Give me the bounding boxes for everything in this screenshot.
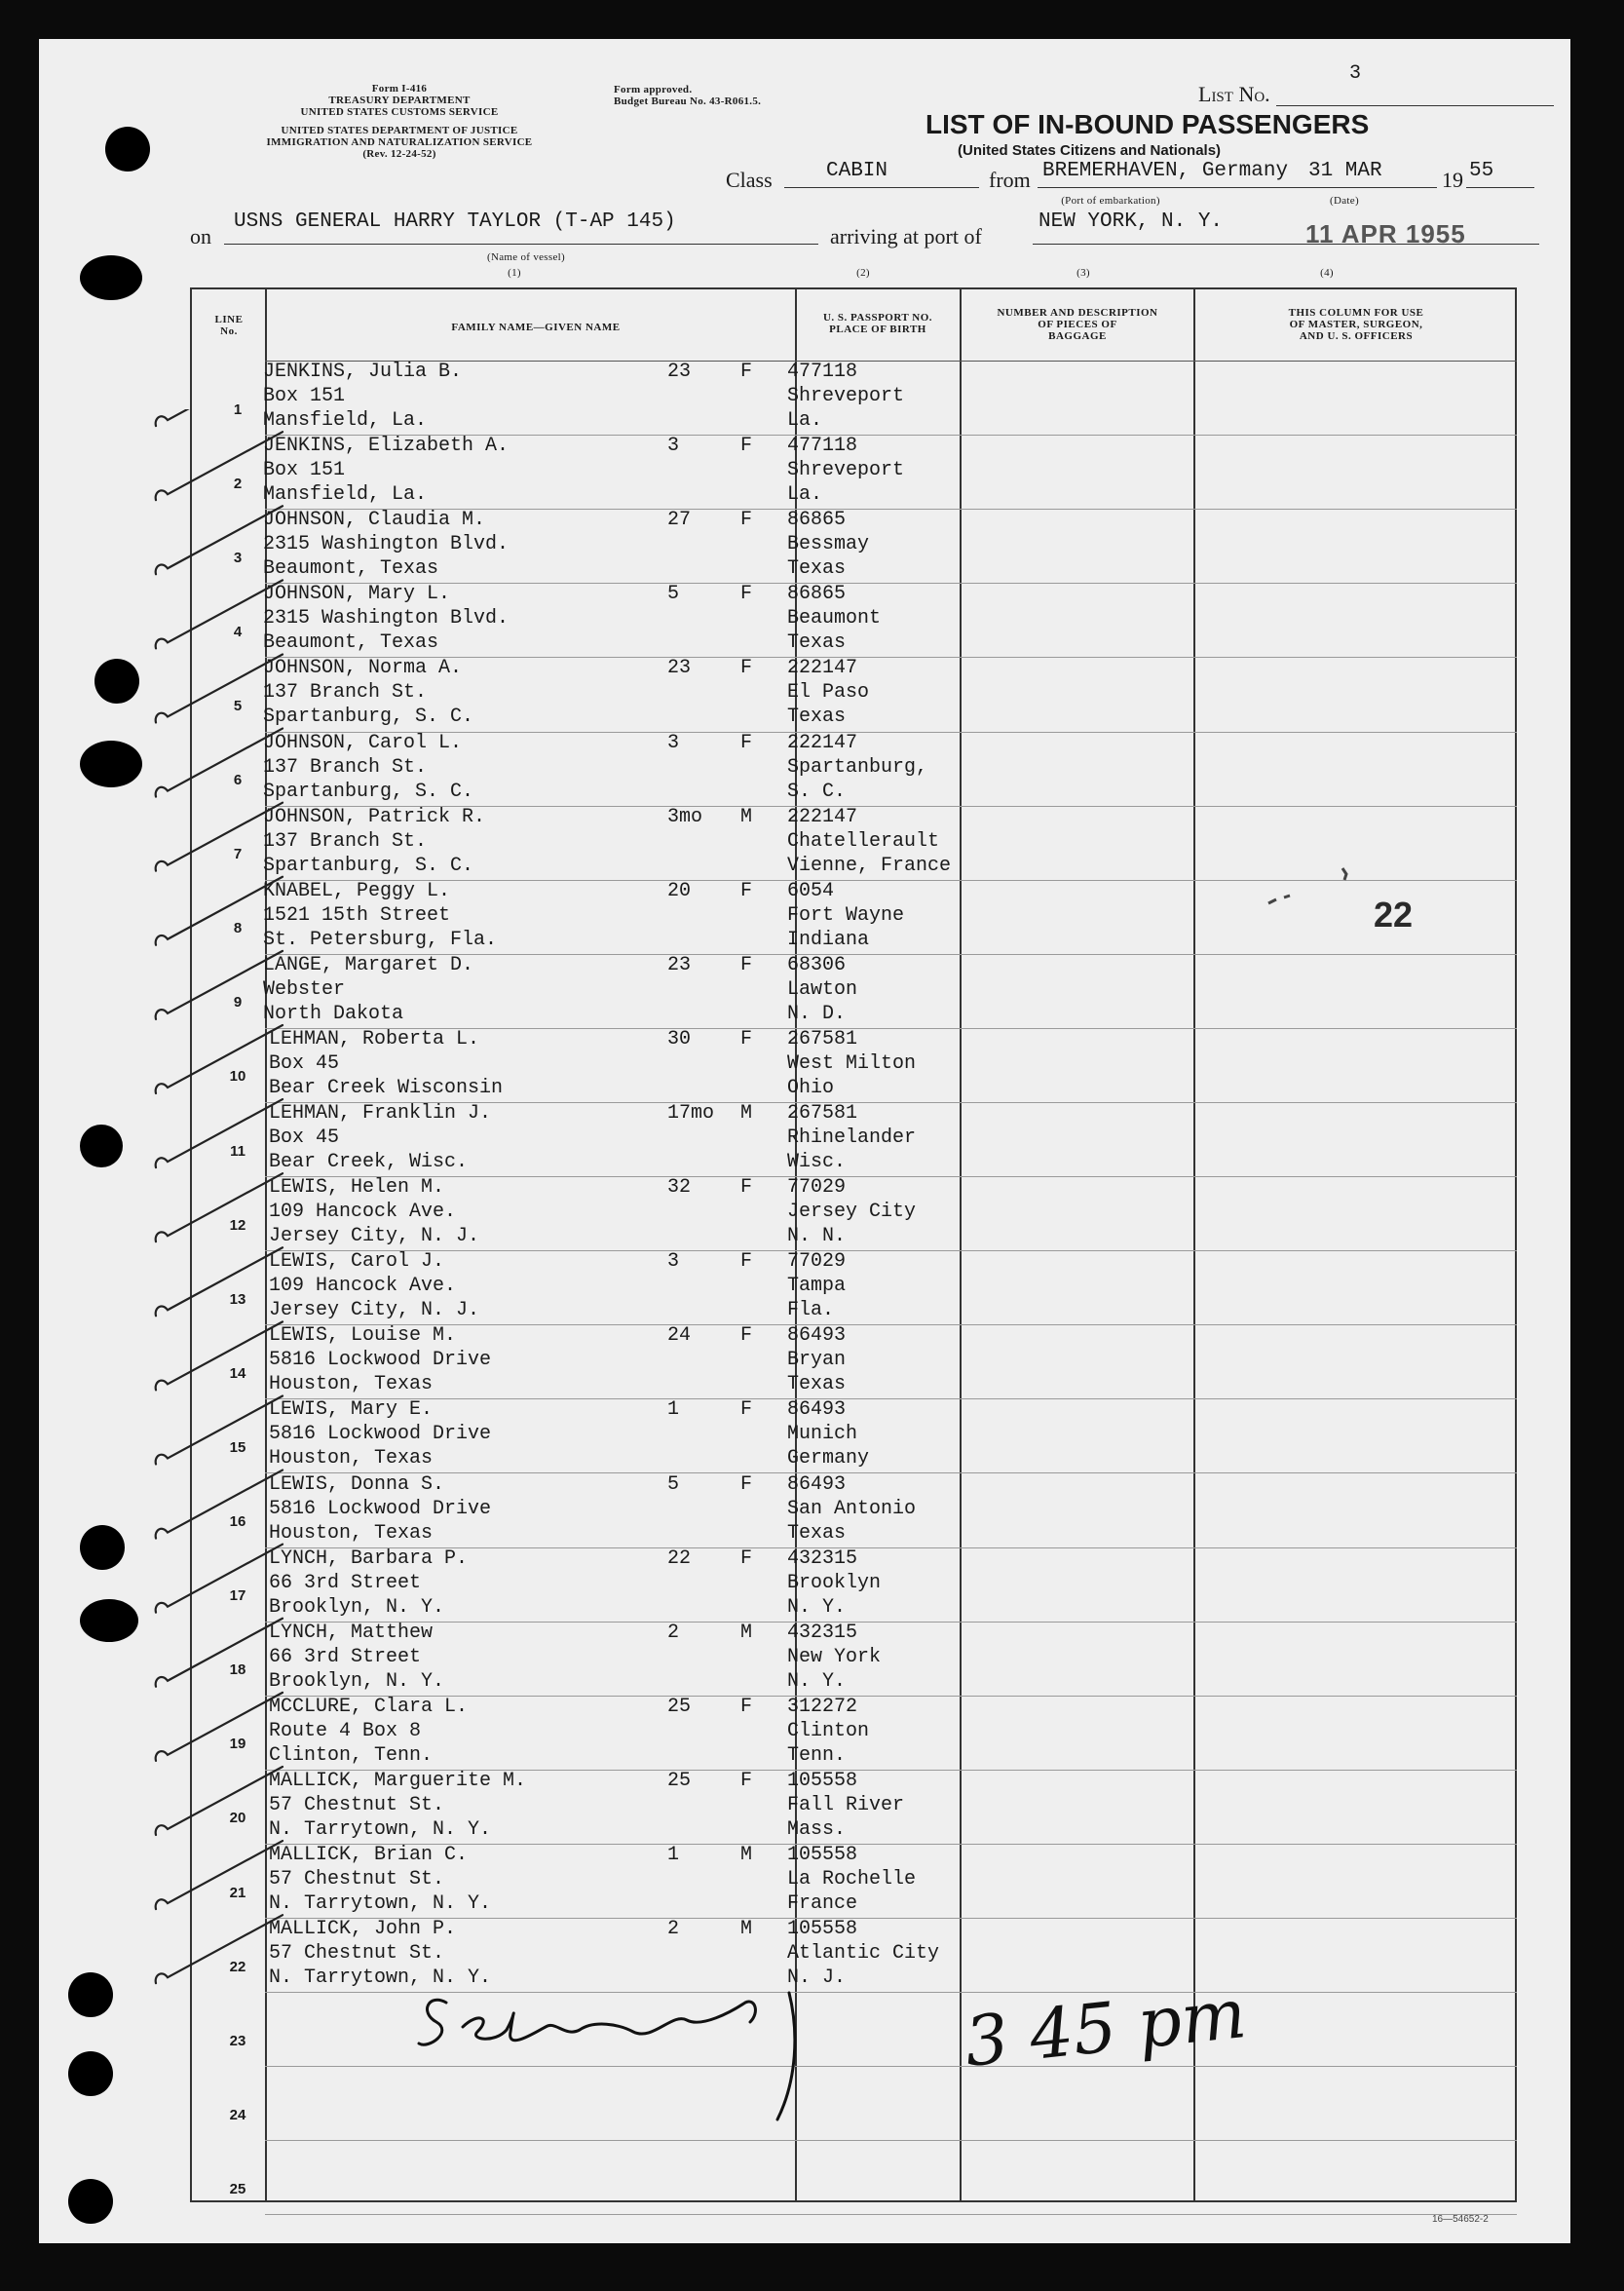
passenger-age: 23 [667,954,692,976]
passenger-name: JOHNSON, Carol L. [263,732,463,754]
line-number: 3 [233,550,243,566]
passport-number: 222147 [787,806,858,828]
departure-date: 31 MAR [1308,160,1382,182]
address-line-2: Bear Creek, Wisc. [269,1151,469,1173]
form-revision: (Rev. 12-24-52) [362,148,436,160]
line-number: 24 [229,2107,246,2123]
passenger-age: 23 [667,361,692,383]
line-number: 21 [229,1885,246,1901]
form-title: LIST OF IN-BOUND PASSENGERS [925,109,1370,139]
passenger-name: LEWIS, Louise M. [269,1324,457,1347]
line-number: 20 [229,1810,246,1826]
line-number: 8 [233,920,243,936]
passenger-age: 25 [667,1696,692,1718]
line-number: 19 [229,1736,246,1752]
passenger-row [263,731,1003,805]
line-number: 23 [229,2033,246,2049]
dept-treasury: TREASURY DEPARTMENT [328,95,471,106]
passenger-sex: F [740,509,753,531]
address-line-1: 1521 15th Street [263,904,451,927]
check-mark [156,729,283,797]
birthplace-line-2: Indiana [787,929,870,951]
passenger-sex: F [740,435,753,457]
punch-hole [94,659,139,704]
passenger-age: 24 [667,1324,692,1347]
line-number: 18 [229,1661,246,1678]
passport-number: 267581 [787,1102,858,1125]
arrival-date-stamp: 11 APR 1955 [1305,219,1466,248]
address-line-1: 2315 Washington Blvd. [263,607,510,630]
passenger-sex: F [740,1176,753,1199]
passenger-age: 27 [667,509,692,531]
passenger-age: 1 [667,1398,680,1421]
check-mark [156,1470,283,1539]
passport-number: 105558 [787,1844,858,1866]
passenger-row [263,1621,1003,1695]
row-divider [265,2214,1517,2215]
line-number: 22 [229,1959,246,1975]
passenger-age: 32 [667,1176,692,1199]
on-label: on [190,224,211,248]
year-prefix: 19 [1442,168,1463,192]
address-line-2: North Dakota [263,1003,404,1025]
address-line-2: St. Petersburg, Fla. [263,929,498,951]
passport-number: 86493 [787,1473,847,1496]
birthplace-line-1: West Milton [787,1052,917,1075]
passport-number: 86865 [787,509,847,531]
check-mark [156,1767,283,1835]
birthplace-line-2: La. [787,483,823,506]
budget-bureau: Budget Bureau No. 43-R061.5. [614,95,762,107]
punch-hole [80,255,142,300]
passport-number: 86493 [787,1398,847,1421]
passenger-row [263,1769,1003,1843]
check-mark [156,1545,283,1613]
check-mark [156,409,283,426]
passenger-sex: F [740,1250,753,1273]
passenger-sex: F [740,1324,753,1347]
address-line-2: Beaumont, Texas [263,631,439,654]
passport-number: 86865 [787,583,847,605]
check-mark [156,1173,283,1241]
passenger-name: MALLICK, John P. [269,1918,457,1940]
address-line-1: 137 Branch St. [263,681,428,704]
punch-hole [80,741,142,787]
handwritten-time: 3 45 pm [961,1973,1250,2082]
passenger-name: LEWIS, Mary E. [269,1398,434,1421]
passenger-row [263,1472,1003,1546]
note-number: 22 [1374,895,1414,935]
address-line-1: 137 Branch St. [263,830,428,853]
punch-hole [68,2051,113,2096]
address-line-1: Route 4 Box 8 [269,1720,422,1742]
passport-number: 68306 [787,954,847,976]
birthplace-line-2: Vienne, France [787,855,952,877]
punch-hole [68,1972,113,2017]
passenger-sex: M [740,1844,753,1866]
passenger-name: JOHNSON, Norma A. [263,657,463,679]
line-number: 25 [229,2181,246,2197]
check-mark [156,654,283,722]
check-mark [156,803,283,871]
birthplace-line-2: Texas [787,1522,847,1545]
passenger-name: JOHNSON, Mary L. [263,583,451,605]
passenger-sex: F [740,954,753,976]
passenger-sex: F [740,880,753,902]
passport-number: 105558 [787,1918,858,1940]
check-mark [156,1915,283,1983]
passenger-row [263,582,1003,656]
passenger-age: 3 [667,435,680,457]
line-number: 10 [229,1068,246,1085]
passenger-name: LEWIS, Helen M. [269,1176,445,1199]
birthplace-line-1: Atlantic City [787,1942,940,1965]
passenger-sex: F [740,583,753,605]
passenger-row [263,1397,1003,1471]
check-mark [156,1841,283,1909]
passenger-age: 3 [667,732,680,754]
birthplace-line-2: France [787,1892,858,1915]
passenger-sex: F [740,732,753,754]
passenger-age: 2 [667,1918,680,1940]
check-mark [156,1619,283,1687]
passenger-age: 23 [667,657,692,679]
passenger-sex: F [740,1028,753,1050]
address-line-1: 109 Hancock Ave. [269,1275,457,1297]
passport-number: 267581 [787,1028,858,1050]
dept-justice: UNITED STATES DEPARTMENT OF JUSTICE [281,125,518,136]
check-mark [156,1247,283,1316]
address-line-1: Box 151 [263,459,346,481]
passenger-row [263,1843,1003,1917]
passenger-row [263,1101,1003,1175]
passenger-age: 2 [667,1622,680,1644]
address-line-1: Webster [263,978,346,1001]
check-mark [156,1693,283,1761]
passenger-name: LYNCH, Matthew [269,1622,434,1644]
header-officers: THIS COLUMN FOR USE OF MASTER, SURGEON, AND U. S. OFFICERS [1288,307,1424,342]
address-line-2: Spartanburg, S. C. [263,855,474,877]
passenger-sex: F [740,1398,753,1421]
passenger-sex: M [740,1918,753,1940]
address-line-1: 137 Branch St. [263,756,428,779]
passenger-name: LANGE, Margaret D. [263,954,474,976]
passenger-name: MCCLURE, Clara L. [269,1696,469,1718]
row-divider [265,2140,1517,2141]
passenger-age: 22 [667,1547,692,1570]
line-number: 7 [233,846,243,862]
birthplace-line-1: Fort Wayne [787,904,905,927]
col-number-1: (1) [508,267,521,279]
punch-hole [80,1525,125,1570]
passenger-row [263,1175,1003,1249]
birthplace-line-2: Texas [787,557,847,580]
passenger-age: 3 [667,1250,680,1273]
birthplace-line-2: Mass. [787,1818,847,1841]
birthplace-line-1: San Antonio [787,1498,917,1520]
birthplace-line-2: Texas [787,631,847,654]
passenger-name: MALLICK, Brian C. [269,1844,469,1866]
address-line-2: Brooklyn, N. Y. [269,1596,445,1619]
address-line-1: Box 45 [269,1126,340,1149]
year-suffix: 55 [1469,160,1494,182]
passenger-row [263,1695,1003,1769]
address-line-2: Spartanburg, S. C. [263,706,474,728]
check-mark [156,580,283,648]
col-number-4: (4) [1320,267,1334,279]
passenger-name: LEWIS, Carol J. [269,1250,445,1273]
birthplace-line-1: Shreveport [787,459,905,481]
header-family-name: FAMILY NAME—GIVEN NAME [451,322,621,333]
passenger-name: JOHNSON, Claudia M. [263,509,486,531]
birthplace-line-2: N. Y. [787,1596,847,1619]
passenger-sex: F [740,1696,753,1718]
birthplace-line-2: N. D. [787,1003,847,1025]
address-line-1: 5816 Lockwood Drive [269,1349,492,1371]
birthplace-line-1: Munich [787,1423,858,1445]
birthplace-line-2: Germany [787,1447,870,1470]
check-mark [156,877,283,945]
passport-number: 6054 [787,880,835,902]
arriving-label: arriving at port of [830,224,982,248]
vessel-name: USNS GENERAL HARRY TAYLOR (T-AP 145) [234,210,676,233]
passport-number: 77029 [787,1250,847,1273]
passport-number: 105558 [787,1770,858,1792]
address-line-1: 57 Chestnut St. [269,1868,445,1890]
birthplace-line-1: Bessmay [787,533,870,555]
address-line-2: N. Tarrytown, N. Y. [269,1818,492,1841]
header-line-no: LINE No. [214,314,244,337]
list-no-label: List No. [1198,82,1270,106]
birthplace-line-2: N. Y. [787,1670,847,1693]
birthplace-line-1: New York [787,1646,882,1668]
birthplace-line-1: Shreveport [787,385,905,407]
passenger-row [263,1249,1003,1323]
birthplace-line-1: Rhinelander [787,1126,917,1149]
address-line-2: Mansfield, La. [263,409,428,432]
line-number: 15 [229,1439,246,1456]
passport-number: 432315 [787,1622,858,1644]
birthplace-line-1: Tampa [787,1275,847,1297]
birthplace-line-1: Jersey City [787,1201,917,1223]
address-line-2: N. Tarrytown, N. Y. [269,1892,492,1915]
form-subtitle: (United States Citizens and Nationals) [958,142,1222,159]
check-marks [136,409,292,2017]
arrival-port: NEW YORK, N. Y. [1039,210,1224,233]
passenger-sex: F [740,361,753,383]
passenger-age: 1 [667,1844,680,1866]
birthplace-line-1: Clinton [787,1720,870,1742]
passenger-sex: M [740,1622,753,1644]
line-number: 4 [233,624,243,640]
address-line-1: 2315 Washington Blvd. [263,533,510,555]
passenger-row [263,434,1003,508]
form-number: Form I-416 [371,83,428,95]
passenger-name: JOHNSON, Patrick R. [263,806,486,828]
address-line-2: Houston, Texas [269,1447,434,1470]
address-line-1: 66 3rd Street [269,1572,422,1594]
address-line-1: 57 Chestnut St. [269,1942,445,1965]
passport-number: 86493 [787,1324,847,1347]
passenger-row [263,953,1003,1027]
birthplace-line-1: La Rochelle [787,1868,917,1890]
address-line-1: 5816 Lockwood Drive [269,1498,492,1520]
officer-signature [409,1973,857,2139]
check-mark [156,1395,283,1464]
passport-number: 432315 [787,1547,858,1570]
passport-number: 222147 [787,657,858,679]
line-number: 17 [229,1587,246,1604]
check-mark [156,506,283,574]
passenger-age: 5 [667,1473,680,1496]
passenger-name: JENKINS, Elizabeth A. [263,435,510,457]
address-line-1: Box 151 [263,385,346,407]
birthplace-line-1: Fall River [787,1794,905,1816]
caption-vessel: (Name of vessel) [487,251,565,263]
passenger-name: LEHMAN, Roberta L. [269,1028,480,1050]
passenger-name: JENKINS, Julia B. [263,361,463,383]
address-line-2: Houston, Texas [269,1373,434,1395]
address-line-2: Brooklyn, N. Y. [269,1670,445,1693]
from-label: from [989,168,1031,192]
passport-number: 477118 [787,361,858,383]
caption-embarkation: (Port of embarkation) [1061,195,1160,207]
passenger-row [263,508,1003,582]
address-line-2: Jersey City, N. J. [269,1299,480,1321]
passport-number: 77029 [787,1176,847,1199]
passport-number: 477118 [787,435,858,457]
passenger-sex: F [740,657,753,679]
line-number: 1 [233,401,243,418]
class-value: CABIN [826,160,888,182]
class-label: Class [726,168,773,192]
address-line-2: Houston, Texas [269,1522,434,1545]
passenger-age: 30 [667,1028,692,1050]
col-number-3: (3) [1076,267,1090,279]
address-line-2: Clinton, Tenn. [269,1744,434,1767]
address-line-1: 5816 Lockwood Drive [269,1423,492,1445]
address-line-2: Spartanburg, S. C. [263,781,474,803]
passenger-sex: M [740,806,753,828]
address-line-2: Beaumont, Texas [263,557,439,580]
birthplace-line-2: Wisc. [787,1151,847,1173]
birthplace-line-2: Texas [787,706,847,728]
passenger-row [263,805,1003,879]
passenger-sex: F [740,1770,753,1792]
passenger-row [263,656,1003,730]
list-no-value: 3 [1349,62,1362,85]
address-line-2: N. Tarrytown, N. Y. [269,1966,492,1989]
passenger-name: LEHMAN, Franklin J. [269,1102,492,1125]
form-approved: Form approved. [614,84,693,95]
line-number: 16 [229,1513,246,1530]
passenger-row [263,879,1003,953]
check-mark [156,1099,283,1167]
pencil-marks [1257,862,1364,921]
passenger-sex: F [740,1473,753,1496]
birthplace-line-2: Fla. [787,1299,835,1321]
line-number: 13 [229,1291,246,1308]
address-line-1: 57 Chestnut St. [269,1794,445,1816]
birthplace-line-2: Tenn. [787,1744,847,1767]
line-number: 5 [233,698,243,714]
passenger-name: MALLICK, Marguerite M. [269,1770,527,1792]
print-code: 16—54652-2 [1432,2214,1489,2225]
passenger-age: 5 [667,583,680,605]
line-number: 11 [230,1143,245,1160]
passenger-row [263,360,1003,434]
birthplace-line-2: Ohio [787,1077,835,1099]
col-number-2: (2) [856,267,870,279]
dept-customs: UNITED STATES CUSTOMS SERVICE [300,106,499,118]
passenger-row [263,1027,1003,1101]
punch-hole [105,127,150,172]
line-number: 12 [229,1217,246,1234]
birthplace-line-1: El Paso [787,681,870,704]
birthplace-line-2: S. C. [787,781,847,803]
punch-hole [80,1599,138,1642]
passenger-age: 3mo [667,806,703,828]
address-line-2: Jersey City, N. J. [269,1225,480,1247]
birthplace-line-2: La. [787,409,823,432]
address-line-1: Box 45 [269,1052,340,1075]
birthplace-line-1: Lawton [787,978,858,1001]
header-baggage: NUMBER AND DESCRIPTION OF PIECES OF BAGGAGE [997,307,1158,342]
line-number: 9 [233,994,243,1011]
check-mark [156,1321,283,1390]
passenger-age: 25 [667,1770,692,1792]
passenger-name: LEWIS, Donna S. [269,1473,445,1496]
address-line-1: 109 Hancock Ave. [269,1201,457,1223]
caption-date: (Date) [1330,195,1359,207]
passenger-age: 17mo [667,1102,715,1125]
passport-number: 312272 [787,1696,858,1718]
passenger-name: KNABEL, Peggy L. [263,880,451,902]
birthplace-line-1: Beaumont [787,607,882,630]
line-number: 2 [233,476,243,492]
from-port: BREMERHAVEN, Germany [1042,160,1289,182]
passenger-name: LYNCH, Barbara P. [269,1547,469,1570]
dept-immigration: IMMIGRATION AND NATURALIZATION SERVICE [266,136,533,148]
birthplace-line-1: Chatellerault [787,830,940,853]
passport-number: 222147 [787,732,858,754]
passenger-row [263,1546,1003,1621]
passenger-age: 20 [667,880,692,902]
birthplace-line-1: Spartanburg, [787,756,928,779]
passenger-sex: M [740,1102,753,1125]
birthplace-line-2: N. N. [787,1225,847,1247]
birthplace-line-2: Texas [787,1373,847,1395]
line-number: 14 [229,1365,246,1382]
address-line-2: Mansfield, La. [263,483,428,506]
passenger-sex: F [740,1547,753,1570]
address-line-1: 66 3rd Street [269,1646,422,1668]
birthplace-line-1: Brooklyn [787,1572,882,1594]
punch-hole [80,1125,123,1167]
birthplace-line-2: N. J. [787,1966,847,1989]
check-mark [156,1025,283,1093]
check-mark [156,951,283,1019]
check-mark [156,432,283,500]
line-number: 6 [233,772,243,788]
punch-hole [68,2179,113,2224]
passenger-row [263,1323,1003,1397]
birthplace-line-1: Bryan [787,1349,847,1371]
header-passport: U. S. PASSPORT NO. PLACE OF BIRTH [822,312,933,335]
address-line-2: Bear Creek Wisconsin [269,1077,504,1099]
